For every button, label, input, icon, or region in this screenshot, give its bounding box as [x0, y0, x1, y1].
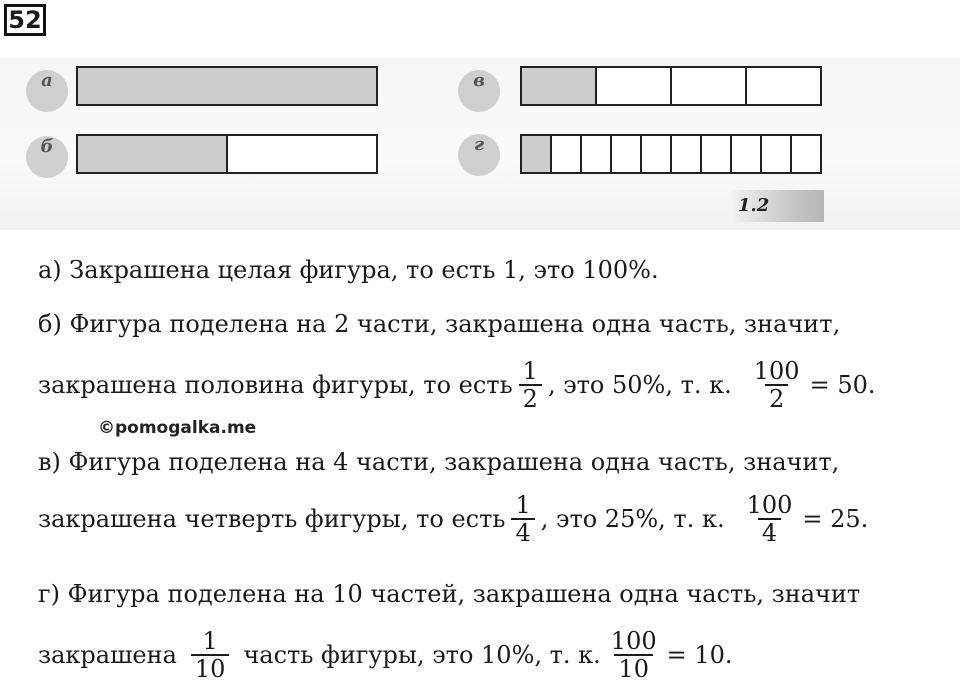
fraction-100-over-4: [743, 492, 797, 547]
figure-d-cell: [670, 136, 700, 172]
line-c1: [38, 448, 839, 476]
line-d1-text: г) Фигура поделена на 10 частей, закрашена одна часть, значит: [38, 580, 861, 608]
figure-d-bar: [520, 134, 822, 174]
figure-d-cell: [730, 136, 760, 172]
fraction-numerator: 100: [753, 357, 800, 385]
line-d2-mid: часть фигуры, это 10%, т. к.: [243, 641, 601, 670]
figure-b-cell: [226, 136, 376, 172]
line-a: [38, 256, 659, 284]
fraction-100-over-10: [607, 628, 661, 683]
figure-d-cell: [760, 136, 790, 172]
fraction-tenth: [191, 628, 230, 683]
fraction-100-over-2: [750, 358, 804, 413]
figure-b-letter: б: [26, 136, 68, 178]
figure-c-cell: [745, 68, 820, 104]
figure-c-letter: в: [458, 70, 500, 112]
problem-number: 52: [4, 4, 46, 36]
line-c2-post: = 25.: [802, 505, 869, 534]
figure-b-cell: [78, 136, 226, 172]
fraction-denominator: 10: [191, 654, 230, 682]
fraction-denominator: 2: [519, 384, 542, 412]
line-d2-post: = 10.: [666, 641, 733, 670]
figure-d-cell: [700, 136, 730, 172]
line-c2: [38, 492, 868, 547]
line-d2: [38, 628, 733, 683]
figure-d-cell: [580, 136, 610, 172]
figure-c-cell: [522, 68, 595, 104]
fraction-denominator: 4: [511, 518, 534, 546]
line-c1-text: в) Фигура поделена на 4 части, закрашена одна часть, значит,: [38, 448, 840, 476]
line-b1-text: б) Фигура поделена на 2 части, закрашена одна часть, значит,: [38, 310, 841, 338]
figure-d-cell: [790, 136, 820, 172]
line-c2-pre: закрашена четверть фигуры, то есть: [38, 505, 506, 534]
figure-d-cell: [610, 136, 640, 172]
fraction-numerator: 1: [202, 627, 218, 655]
fraction-denominator: 4: [758, 518, 781, 546]
line-c2-mid: , это 25%, т. к.: [540, 505, 725, 534]
line-b2-mid: , это 50%, т. к.: [547, 371, 732, 400]
figure-d-cell: [522, 136, 550, 172]
figure-d-cell: [550, 136, 580, 172]
fraction-numerator: 100: [610, 627, 657, 655]
line-b1: [38, 310, 840, 338]
figure-d-letter: г: [458, 134, 500, 176]
line-b2-post: = 50.: [809, 371, 876, 400]
line-a-text: а) Закрашена целая фигура, то есть 1, это 100%.: [38, 256, 659, 284]
line-d1: [38, 580, 860, 608]
figure-c-bar: [520, 66, 822, 106]
figure-c-cell: [670, 68, 745, 104]
watermark: ©pomogalka.me: [98, 418, 257, 438]
figure-a-bar: [76, 66, 378, 106]
fraction-quarter: [511, 492, 534, 547]
figure-a-cell: [78, 68, 376, 104]
line-b2: [38, 358, 875, 413]
line-b2-pre: закрашена половина фигуры, то есть: [38, 371, 513, 400]
figure-a-letter: а: [26, 70, 68, 112]
fraction-denominator: 2: [765, 384, 788, 412]
fraction-numerator: 1: [515, 491, 531, 519]
figure-d-cell: [640, 136, 670, 172]
figure-label: 1.2: [732, 190, 824, 222]
figure-b-bar: [76, 134, 378, 174]
fraction-half: [519, 358, 542, 413]
line-d2-pre: закрашена: [38, 641, 177, 670]
fraction-denominator: 10: [614, 654, 653, 682]
fraction-numerator: 100: [746, 491, 793, 519]
figure-c-cell: [595, 68, 670, 104]
fraction-numerator: 1: [522, 357, 538, 385]
